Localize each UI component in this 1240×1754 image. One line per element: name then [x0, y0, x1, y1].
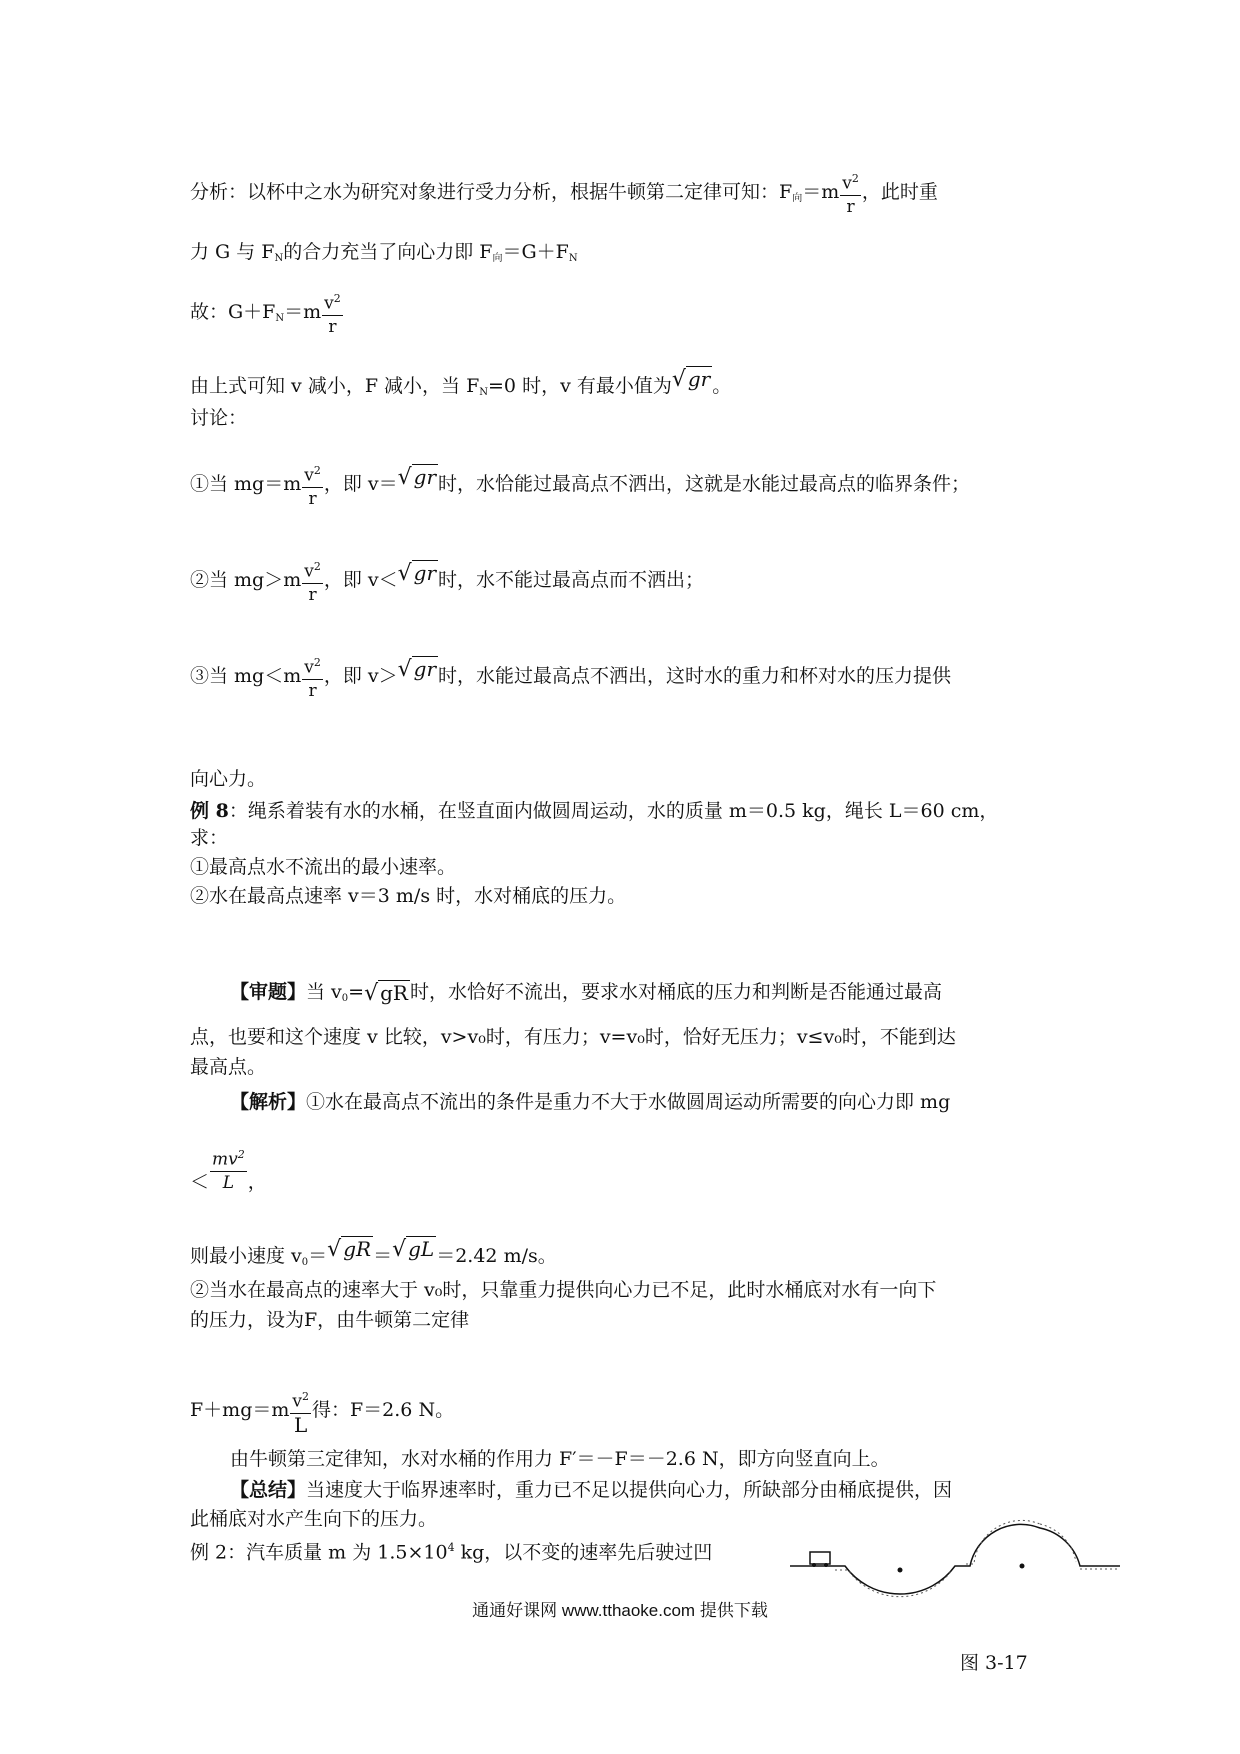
- fraction-v2-over-r: $\frac{v^2}{r}$: [302, 556, 323, 606]
- equation-line: 故：$G+F_N=m$ $\frac{v^2}{r}$: [190, 288, 344, 338]
- third-law-line: 由牛顿第三定律知，水对水桶的作用力 F′＝－F＝－2.6 N，即方向竖直向上。: [230, 1448, 890, 1470]
- sqrt-gr: √ gr: [397, 464, 437, 490]
- review-line: 【审题】当 $v_0=√$ gR 时，水恰好不流出，要求水对桶底的压力和判断是否能通过最高: [230, 981, 943, 1006]
- summary-line: 【总结】当速度大于临界速率时，重力已不足以提供向心力，所缺部分由桶底提供，因: [230, 1479, 953, 1501]
- solution-inequality: ＜ $\frac{mv^2}{L}$ ，: [190, 1144, 267, 1194]
- example-8-line: 例 8：绳系着装有水的水桶，在竖直面内做圆周运动，水的质量 m＝0.5 kg，绳长 L＝60 cm，: [190, 800, 999, 822]
- figure-caption: 图 3-17: [960, 1652, 1028, 1674]
- case-3-continuation: 向心力。: [190, 768, 267, 790]
- fraction-mv2-over-L: $\frac{mv^2}{L}$: [210, 1144, 247, 1194]
- solution-part-2b: 的压力，设为F，由牛顿第二定律: [190, 1309, 470, 1331]
- fraction-v2-over-r: $\frac{v^2}{r}$: [840, 168, 861, 218]
- case-1-line: ①当 mg＝m $\frac{v^2}{r}$ ，即 v＝√ gr 时，水恰能过最高点不洒出，这就是水能过最高点的临界条件；: [190, 460, 970, 510]
- fraction-v2-over-r: $\frac{v^2}{r}$: [302, 652, 323, 702]
- force-equation: F＋mg＝m $\frac{v^2}{L}$ 得：F＝2.6 N。: [190, 1386, 454, 1436]
- review-line-2: 点，也要和这个速度 v 比较，v>v₀时，有压力；v=v₀时，恰好无压力；v≤v₀时，不能到达: [190, 1026, 956, 1048]
- question-1: ①最高点水不流出的最小速率。: [190, 856, 457, 878]
- sqrt-gL: √ gL: [392, 1237, 435, 1262]
- solution-line-1: 【解析】①水在最高点不流出的条件是重力不大于水做圆周运动所需要的向心力即 mg: [230, 1091, 951, 1113]
- analysis-line-1: 分析：以杯中之水为研究对象进行受力分析，根据牛顿第二定律可知：$F_向=m$ $\frac{v^2}{r}$ ，此时重: [190, 168, 938, 218]
- minimum-speed-line: 由上式可知 v 减小，F 减小，当 $F_N=0$ 时，v 有最小值为√ gr 。: [190, 367, 732, 398]
- case-2-line: ②当 mg＞m $\frac{v^2}{r}$ ，即 v＜√ gr 时，水不能过最高点而不洒出；: [190, 556, 704, 606]
- minimum-speed-result: 则最小速度 $v_0=√$ gR ＝√ gL ＝2.42 m/s。: [190, 1237, 557, 1268]
- review-line-3: 最高点。: [190, 1056, 267, 1078]
- sqrt-gr: √ gr: [397, 560, 437, 586]
- sqrt-gR: √ gR: [327, 1237, 372, 1262]
- fraction-v2-over-r: $\frac{v^2}{r}$: [322, 288, 343, 338]
- case-3-line: ③当 mg＜m $\frac{v^2}{r}$ ，即 v＞√ gr 时，水能过最高点不洒出，这时水的重力和杯对水的压力提供: [190, 652, 951, 702]
- example-2-line: 例 2：汽车质量 m 为 $1.5\times 10^4$ kg，以不变的速率先后驶过凹: [190, 1541, 713, 1564]
- solution-part-2: ②当水在最高点的速率大于 v₀时，只靠重力提供向心力已不足，此时水桶底对水有一向下: [190, 1279, 937, 1301]
- question-2: ②水在最高点速率 v＝3 m/s 时，水对桶底的压力。: [190, 885, 627, 907]
- analysis-line-2: 力 G 与 $F_N$的合力充当了向心力即 $F_向=G+F_N$: [190, 241, 578, 264]
- summary-line-2: 此桶底对水产生向下的压力。: [190, 1508, 438, 1530]
- example-8-ask: 求：: [190, 827, 229, 849]
- sqrt-gR: √ gR: [364, 981, 408, 1006]
- page-footer: 通通好课网 www.tthaoke.com 提供下载: [472, 1601, 768, 1620]
- sqrt-gr: √ gr: [671, 367, 711, 392]
- fraction-v2-over-L: $\frac{v^2}{L}$: [290, 1386, 311, 1436]
- car-icon: [810, 1552, 830, 1564]
- convex-road: [962, 1524, 1120, 1566]
- sqrt-gr: √ gr: [397, 656, 437, 682]
- fraction-v2-over-r: $\frac{v^2}{r}$: [302, 460, 323, 510]
- discussion-heading: 讨论：: [190, 407, 248, 429]
